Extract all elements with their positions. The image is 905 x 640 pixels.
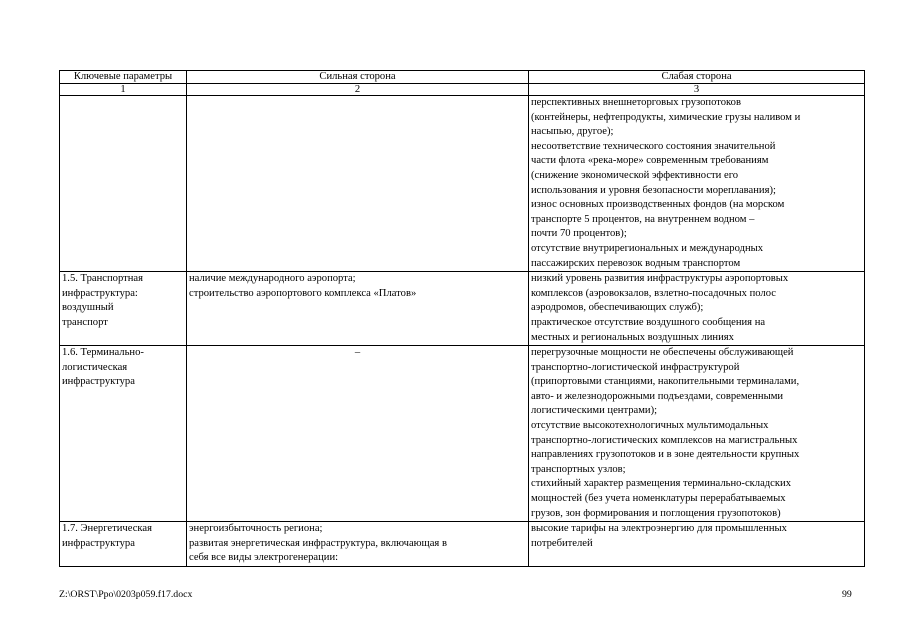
cell-line: низкий уровень развития инфраструктуры аэропортовых	[531, 273, 789, 285]
cell-line: грузов, зон формирования и поглощения грузопотоков)	[531, 507, 781, 519]
cell-line: высокие тарифы на электроэнергию для промышленных	[531, 523, 787, 535]
param-cell	[60, 346, 187, 522]
header-key-parameters: Ключевые параметры	[60, 71, 187, 84]
strength-cell	[187, 346, 529, 522]
table-row	[60, 346, 865, 522]
cell-line: (контейнеры, нефтепродукты, химические грузы наливом и	[531, 111, 801, 123]
cell-line: перспективных внешнеторговых грузопотоков	[531, 97, 741, 108]
weakness-cell	[529, 272, 865, 346]
cell-line: воздушный	[62, 302, 114, 314]
strength-cell	[187, 522, 529, 567]
strength-cell	[187, 96, 529, 272]
cell-line: развитая энергетическая инфраструктура, включающая в	[189, 537, 447, 549]
cell-line: строительство аэропортового комплекса «Платов»	[189, 287, 417, 299]
table-header-row	[60, 71, 865, 84]
table-row	[60, 272, 865, 346]
weakness-cell	[529, 96, 865, 272]
table-row	[60, 522, 865, 567]
cell-line: стихийный характер размещения терминально-складских	[531, 478, 792, 490]
cell-line: инфраструктура	[62, 376, 135, 388]
weakness-cell	[529, 522, 865, 567]
weakness-cell	[529, 346, 865, 522]
column-number-1: 1	[60, 83, 187, 96]
cell-line: потребителей	[531, 537, 593, 549]
column-number-2: 2	[187, 83, 529, 96]
cell-line: почти 70 процентов);	[531, 228, 627, 240]
cell-line: отсутствие внутрирегиональных и международных	[531, 242, 764, 254]
cell-line: транспортно-логистических комплексов на магистральных	[531, 434, 798, 446]
cell-line: аэродромов, обеспечивающих служб);	[531, 302, 704, 314]
param-cell	[60, 96, 187, 272]
column-number-3: 3	[529, 83, 865, 96]
cell-line: отсутствие высокотехнологичных мультимодальных	[531, 420, 769, 432]
cell-line: пассажирских перевозок водным транспортом	[531, 257, 741, 269]
header-weakness: Слабая сторона	[529, 71, 865, 84]
cell-line: логистическая	[62, 361, 128, 373]
cell-line: части флота «река-море» современным требованиям	[531, 155, 769, 167]
cell-line: транспорте 5 процентов, на внутреннем водном –	[531, 213, 755, 225]
cell-line: транспортных узлов;	[531, 463, 626, 475]
cell-line: транспорт	[62, 316, 108, 328]
cell-line: практическое отсутствие воздушного сообщения на	[531, 316, 766, 328]
cell-line: энергоизбыточность региона;	[189, 523, 323, 535]
cell-line: комплексов (аэровокзалов, взлетно-посадочных полос	[531, 287, 776, 299]
cell-line: логистическими центрами);	[531, 405, 658, 417]
cell-line: 1.7. Энергетическая	[62, 523, 152, 535]
cell-line: местных и региональных воздушных линиях	[531, 331, 734, 343]
cell-line: 1.5. Транспортная	[62, 273, 143, 285]
cell-line: (снижение экономической эффективности его	[531, 169, 739, 181]
cell-line: использования и уровня безопасности мореплавания);	[531, 184, 776, 196]
cell-line: себя все виды электрогенерации:	[189, 552, 339, 564]
footer-file-path: Z:\ORST\Ppo\0203p059.f17.docx	[59, 589, 193, 600]
cell-line: износ основных производственных фондов (на морском	[531, 199, 785, 211]
cell-line: наличие международного аэропорта;	[189, 273, 356, 285]
cell-line: 1.6. Терминально-	[62, 347, 144, 359]
cell-line: инфраструктура	[62, 537, 135, 549]
cell-line: несоответствие технического состояния значительной	[531, 140, 776, 152]
table-row	[60, 96, 865, 272]
header-strength: Сильная сторона	[187, 71, 529, 84]
cell-line: мощностей (без учета номенклатуры перерабатываемых	[531, 493, 786, 505]
strengths-weaknesses-table	[59, 70, 865, 567]
footer-page-number: 99	[842, 589, 852, 600]
cell-line: перегрузочные мощности не обеспечены обслуживающей	[531, 347, 794, 359]
column-number-row	[60, 83, 865, 96]
cell-line: транспортно-логистической инфраструктурой	[531, 361, 740, 373]
cell-line: авто- и железнодорожными подъездами, современными	[531, 390, 784, 402]
cell-line: насыпью, другое);	[531, 126, 614, 138]
param-cell	[60, 272, 187, 346]
cell-line: (припортовыми станциями, накопительными терминалами,	[531, 376, 800, 388]
empty-dash: –	[354, 347, 361, 359]
cell-line: инфраструктура:	[62, 287, 138, 299]
param-cell	[60, 522, 187, 567]
strength-cell	[187, 272, 529, 346]
cell-line: направлениях грузопотоков и в зоне деятельности крупных	[531, 449, 800, 461]
